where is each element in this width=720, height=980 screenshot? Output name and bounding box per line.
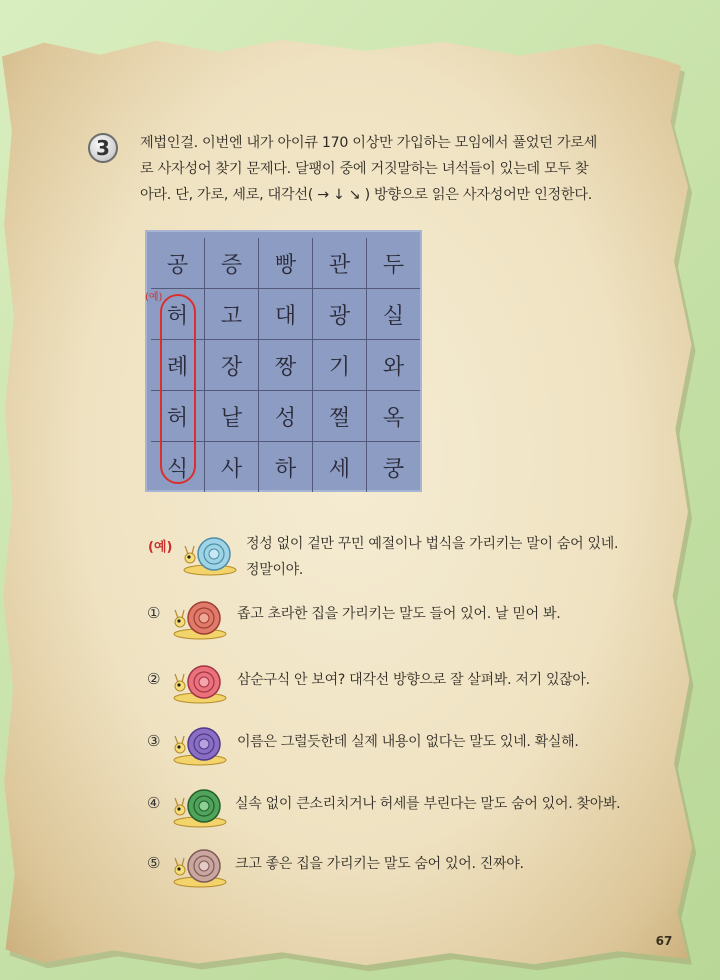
hint-number: ② [147, 670, 161, 688]
hint-number: ③ [147, 732, 161, 750]
example-answer-oval [160, 294, 196, 484]
grid-cell[interactable]: 짱 [259, 340, 313, 391]
grid-cell[interactable]: 대 [259, 289, 313, 340]
grid-cell[interactable]: 하 [259, 442, 313, 493]
snail-orange-icon [170, 596, 228, 640]
question-instructions [140, 130, 660, 208]
example-line: 정말이야. [246, 562, 304, 578]
page-number: 67 [655, 934, 673, 948]
hint-text: 실속 없이 큰소리치거나 허세를 부린다는 말도 숨어 있어. 찾아봐. [235, 796, 621, 812]
grid-cell[interactable]: 례 [151, 340, 205, 391]
grid-cell[interactable]: 공 [151, 238, 205, 289]
hint-text: 이름은 그럴듯한데 실제 내용이 없다는 말도 있네. 확실해. [237, 734, 579, 750]
grid-cell[interactable]: 옥 [367, 391, 421, 442]
grid-cell[interactable]: 쿵 [367, 442, 421, 493]
snail-purple-icon [170, 722, 228, 766]
example-line: 정성 없이 겉만 꾸민 예절이나 법식을 가리키는 말이 숨어 있네. [246, 536, 619, 552]
grid-cell[interactable]: 장 [205, 340, 259, 391]
grid-cell[interactable]: 쩔 [313, 391, 367, 442]
hint-text: 좁고 초라한 집을 가리키는 말도 들어 있어. 날 믿어 봐. [237, 606, 561, 622]
grid-cell[interactable]: 식 [151, 442, 205, 493]
instruction-line: 제법인걸. 이번엔 내가 아이큐 170 이상만 가입하는 모임에서 풀었던 가로세 [140, 135, 598, 151]
grid-row [151, 238, 420, 289]
grid-cell[interactable]: 고 [205, 289, 259, 340]
grid-cell[interactable]: 빵 [259, 238, 313, 289]
grid-cell[interactable]: 세 [313, 442, 367, 493]
grid-cell[interactable]: 두 [367, 238, 421, 289]
grid-cell[interactable]: 사 [205, 442, 259, 493]
grid-cell[interactable]: 허 [151, 289, 205, 340]
instruction-line: 로 사자성어 찾기 문제다. 달팽이 중에 거짓말하는 녀석들이 있는데 모두 찾 [140, 161, 589, 177]
grid-cell[interactable]: 관 [313, 238, 367, 289]
snail-beige-icon [170, 844, 228, 888]
grid-cell[interactable]: 낱 [205, 391, 259, 442]
grid-cell[interactable]: 와 [367, 340, 421, 391]
hint-text: 삼순구식 안 보여? 대각선 방향으로 잘 살펴봐. 저기 있잖아. [237, 672, 590, 688]
grid-cell[interactable]: 증 [205, 238, 259, 289]
question-number-badge: 3 [88, 133, 118, 163]
hint-text: 크고 좋은 집을 가리키는 말도 숨어 있어. 진짜야. [235, 856, 524, 872]
grid-cell[interactable]: 허 [151, 391, 205, 442]
instruction-line: 아라. 단, 가로, 세로, 대각선( → ↓ ↘ ) 방향으로 읽은 사자성어만 인정한다. [140, 187, 592, 203]
grid-cell[interactable]: 성 [259, 391, 313, 442]
grid-cell[interactable]: 기 [313, 340, 367, 391]
snail-pink-icon [170, 660, 228, 704]
grid-cell[interactable]: 광 [313, 289, 367, 340]
hint-number: ④ [147, 794, 161, 812]
snail-green-icon [170, 784, 228, 828]
hint-number: ① [147, 604, 161, 622]
snail-blue-icon [180, 532, 238, 576]
hint-number: ⑤ [147, 854, 161, 872]
grid-example-tag: (예) [145, 292, 163, 303]
grid-cell[interactable]: 실 [367, 289, 421, 340]
example-label: (예) [148, 540, 173, 555]
